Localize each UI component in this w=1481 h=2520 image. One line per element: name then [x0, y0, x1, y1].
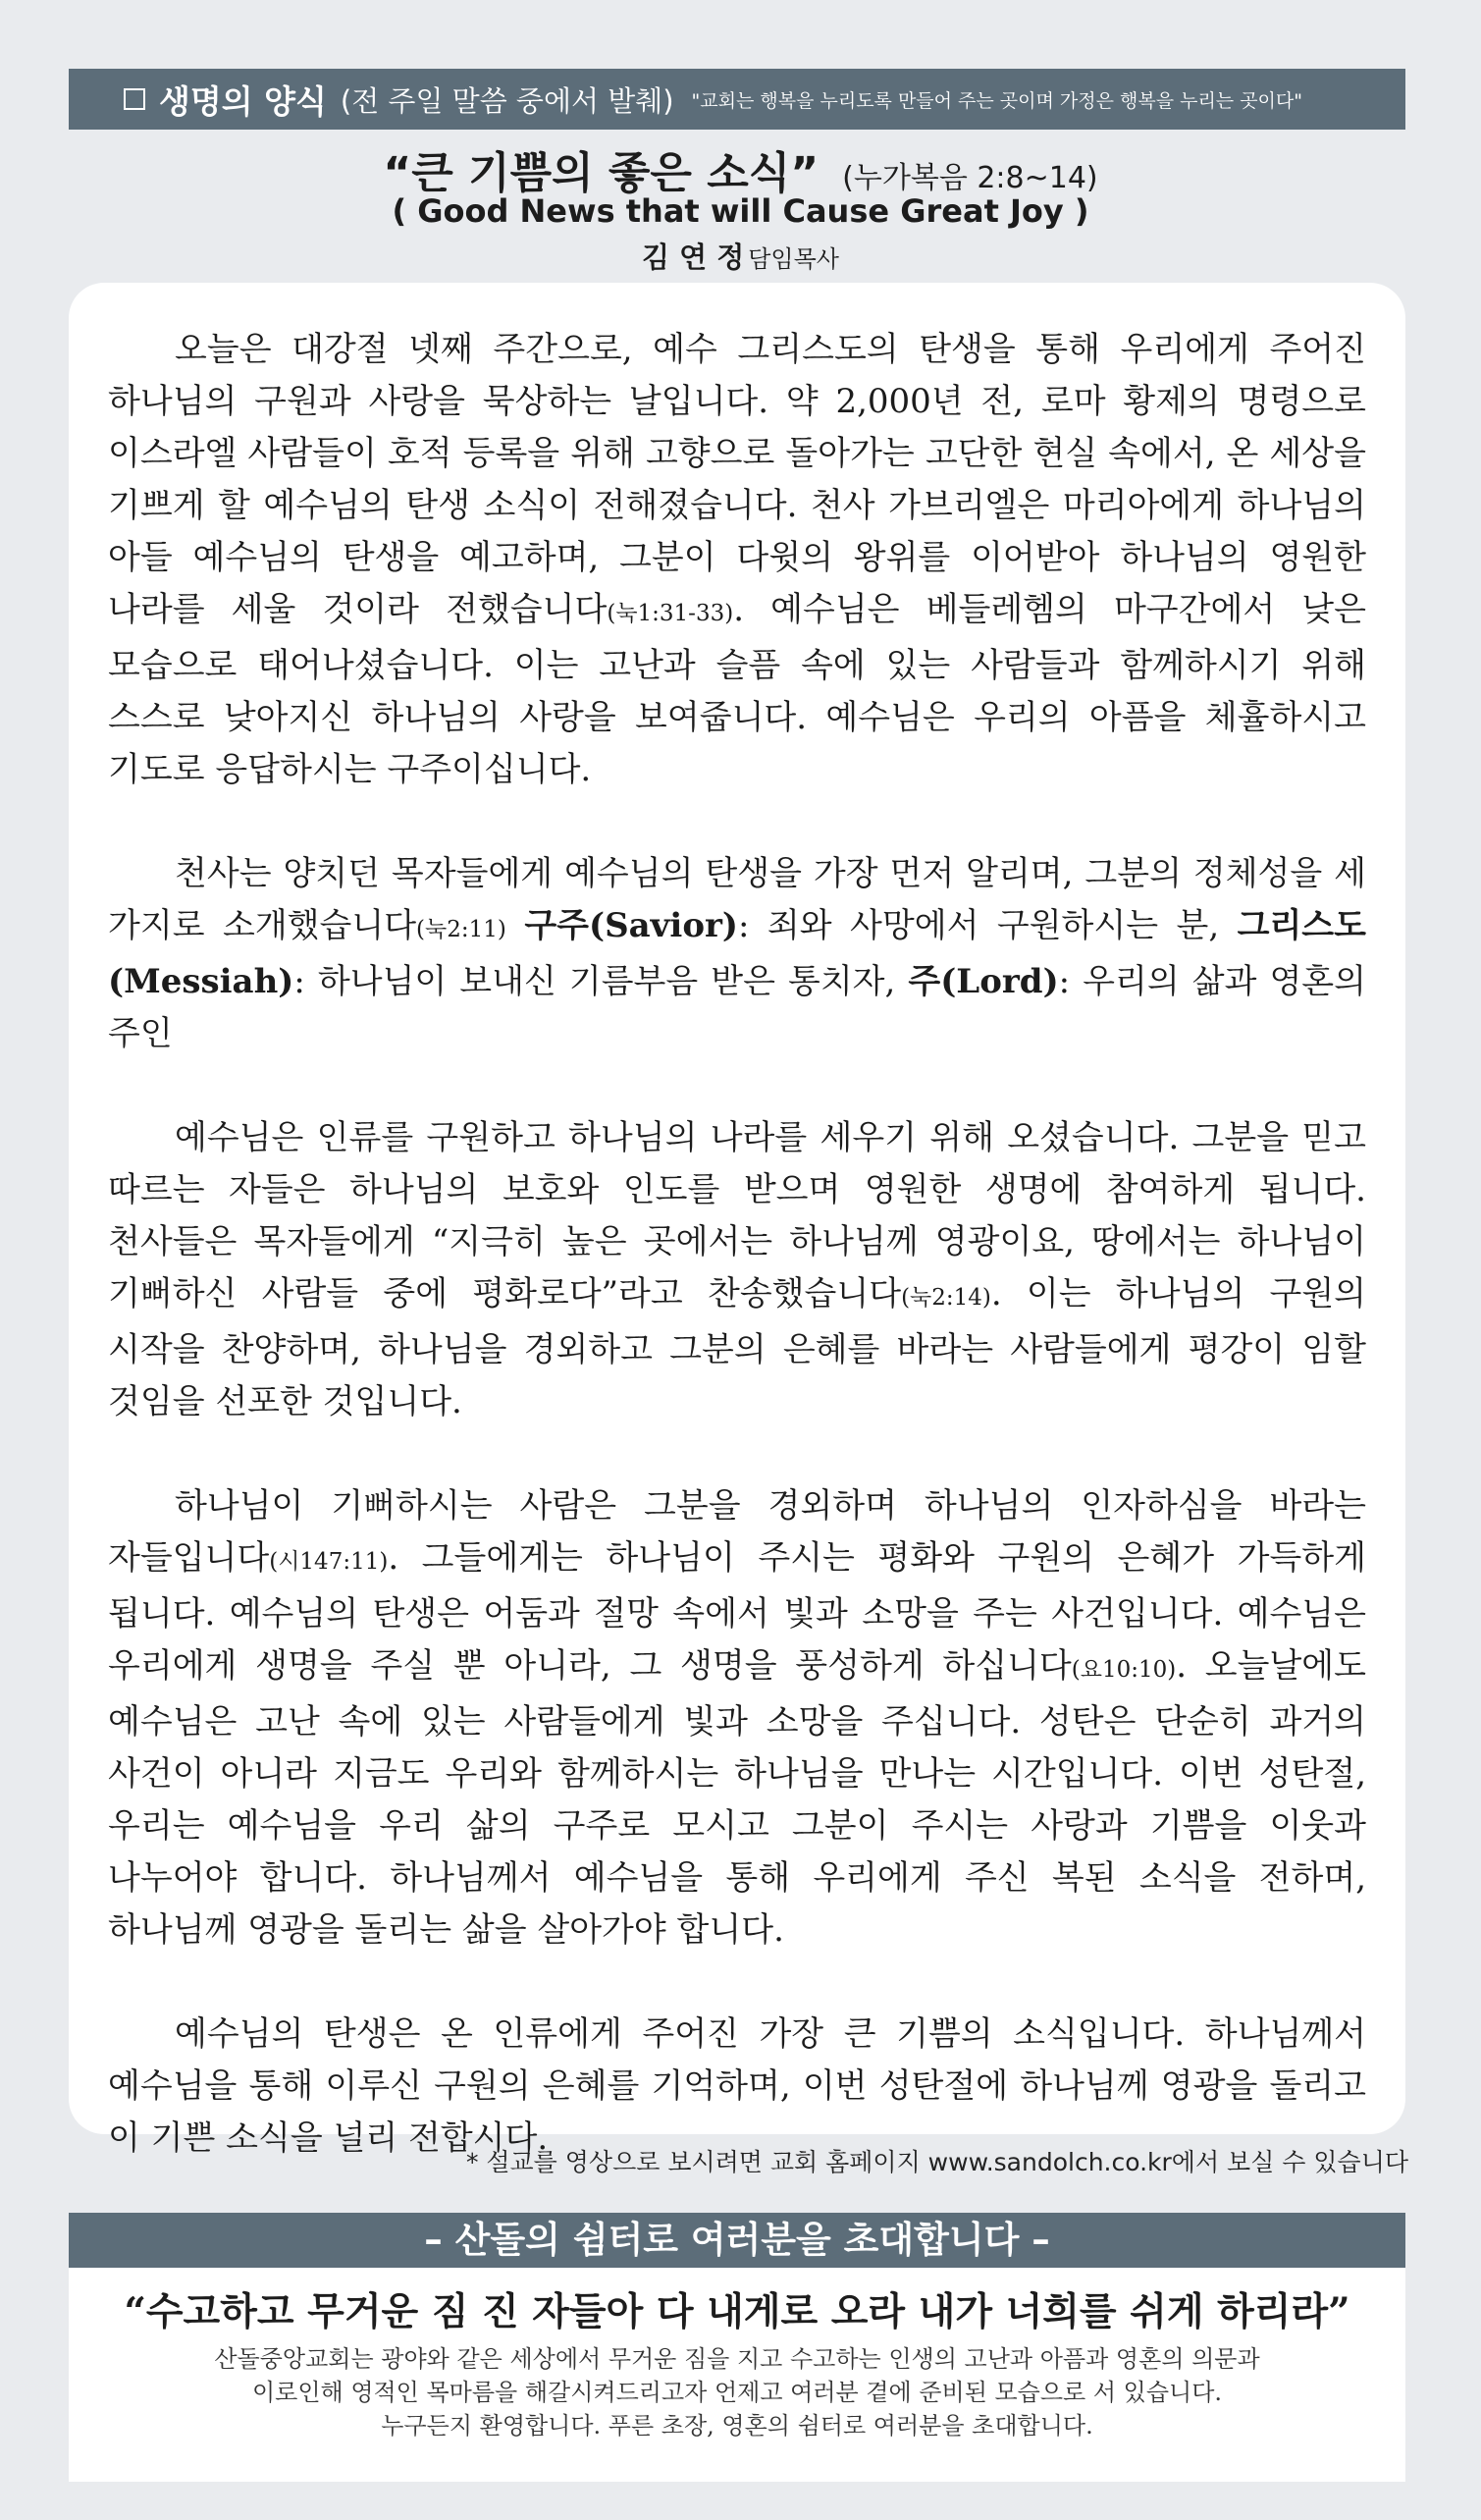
scripture-reference: (누가복음 2:8~14) [842, 161, 1098, 195]
invite-banner: – 산돌의 쉼터로 여러분을 초대합니다 – [69, 2213, 1405, 2268]
checkbox-square-icon [124, 88, 145, 110]
sermon-body-card [69, 283, 1405, 2158]
pastor-line [0, 236, 1481, 276]
citation: (요10:10) [1071, 1657, 1177, 1683]
term-messiah: 그리스도(Messiah) [108, 906, 1366, 1001]
paragraph-5: 예수님의 탄생은 온 인류에게 주어진 가장 큰 기쁨의 소식입니다. 하나님께서 예수님을 통해 이루신 구원의 은혜를 기억하며, 이번 성탄절에 하나님께 영광을 돌리고 이 기쁜 소식을 널리 전합시다. [108, 2014, 1366, 2158]
term-savior: 구주(Savior) [524, 906, 739, 945]
pastor-role: 담임목사 [748, 245, 839, 273]
paragraph-1: 오늘은 대강절 넷째 주간으로, 예수 그리스도의 탄생을 통해 우리에게 주어진 하나님의 구원과 사랑을 묵상하는 날입니다. 약 2,000년 전, 로마 황제의 명령으로 이스라엘 사람들이 호적 등록을 위해 고향으로 돌아가는 고단한 현실 속에서, 온 세상을 기쁘게 할 예수님의 탄생 소식이 전해졌습니다. 천사 가브리엘은 마리아에게 하나님의 아들 예수님의 탄생을 예고하며, 그분이 다윗의 왕위를 이어받아 하나님의 영원한 나라를 세울 것이라 전했습니다(눅1:31-33). 예수님은 베들레헴의 마구간에서 낮은 모습으로 태어나셨습니다. 이는 고난과 슬픔 속에 있는 사람들과 함께하시기 위해 스스로 낮아지신 하나님의 사랑을 보여줍니다. 예수님은 우리의 아픔을 체휼하시고 기도로 응답하시는 구주이십니다. [108, 330, 1366, 789]
citation: (시147:11) [269, 1549, 389, 1575]
paragraph-4: 하나님이 기뻐하시는 사람은 그분을 경외하며 하나님의 인자하심을 바라는 자들입니다(시147:11). 그들에게는 하나님이 주시는 평화와 구원의 은혜가 가득하게 됩니다. 예수님의 탄생은 어둠과 절망 속에서 빛과 소망을 주는 사건입니다. 예수님은 우리에게 생명을 주실 뿐 아니라, 그 생명을 풍성하게 하십니다(요10:10). 오늘날에도 예수님은 고난 속에 있는 사람들에게 빛과 소망을 주십니다. 성탄은 단순히 과거의 사건이 아니라 지금도 우리와 함께하시는 하나님을 만나는 시간입니다. 이번 성탄절, 우리는 예수님을 우리 삶의 구주로 모시고 그분이 주시는 사랑과 기쁨을 이웃과 나누어야 합니다. 하나님께서 예수님을 통해 우리에게 주신 복된 소식을 전하며, 하나님께 영광을 돌리는 삶을 살아가야 합니다. [108, 1486, 1366, 1950]
invite-body [69, 2342, 1405, 2442]
invite-line: 누구든지 환영합니다. 푸른 초장, 영혼의 쉼터로 여러분을 초대합니다. [381, 2412, 1093, 2440]
church-motto: "교회는 행복을 누리도록 만들어 주는 곳이며 가정은 행복을 누리는 곳이다" [691, 89, 1303, 112]
video-footnote: * 설교를 영상으로 보시려면 교회 홈페이지 www.sandolch.co.kr에서 보실 수 있습니다 [465, 2148, 1408, 2176]
header-bar [69, 69, 1405, 130]
citation: (눅1:31-33) [607, 601, 734, 626]
section-title: 생명의 양식 [159, 81, 327, 121]
invite-quote: “수고하고 무거운 짐 진 자들아 다 내게로 오라 내가 너희를 쉬게 하리라” [124, 2289, 1350, 2334]
sermon-title-english: ( Good News that will Cause Great Joy ) [392, 192, 1089, 230]
citation: (눅2:11) [416, 917, 506, 942]
term-lord: 주(Lord) [908, 962, 1059, 1001]
sermon-title: “큰 기쁨의 좋은 소식” [383, 148, 820, 198]
sermon-title-line [0, 137, 1481, 200]
paragraph-3: 예수님은 인류를 구원하고 하나님의 나라를 세우기 위해 오셨습니다. 그분을 믿고 따르는 자들은 하나님의 보호와 인도를 받으며 영원한 생명에 참여하게 됩니다. 천사들은 목자들에게 “지극히 높은 곳에서는 하나님께 영광이요, 땅에서는 하나님이 기뻐하신 사람들 중에 평화로다”라고 찬송했습니다(눅2:14). 이는 하나님의 구원의 시작을 찬양하며, 하나님을 경외하고 그분의 은혜를 바라는 사람들에게 평강이 임할 것임을 선포한 것입니다. [108, 1118, 1367, 1421]
paragraph-2: 천사는 양치던 목자들에게 예수님의 탄생을 가장 먼저 알리며, 그분의 정체성을 세 가지로 소개했습니다(눅2:11) 구주(Savior): 죄와 사망에서 구원하시는 분, 그리스도(Messiah): 하나님이 보내신 기름부음 받은 통치자, 주(Lord): 우리의 삶과 영혼의 주인 [108, 854, 1366, 1053]
invite-line: 산돌중앙교회는 광야와 같은 세상에서 무거운 짐을 지고 수고하는 인생의 고난과 아픔과 영혼의 의문과 [214, 2345, 1260, 2373]
invite-box [69, 2268, 1405, 2482]
section-subtitle: (전 주일 말씀 중에서 발췌) [340, 83, 674, 118]
pastor-name: 김 연 정 [642, 241, 745, 274]
citation: (눅2:14) [901, 1285, 991, 1311]
invite-line: 이로인해 영적인 목마름을 해갈시켜드리고자 언제고 여러분 곁에 준비된 모습으로 서 있습니다. [251, 2379, 1223, 2406]
